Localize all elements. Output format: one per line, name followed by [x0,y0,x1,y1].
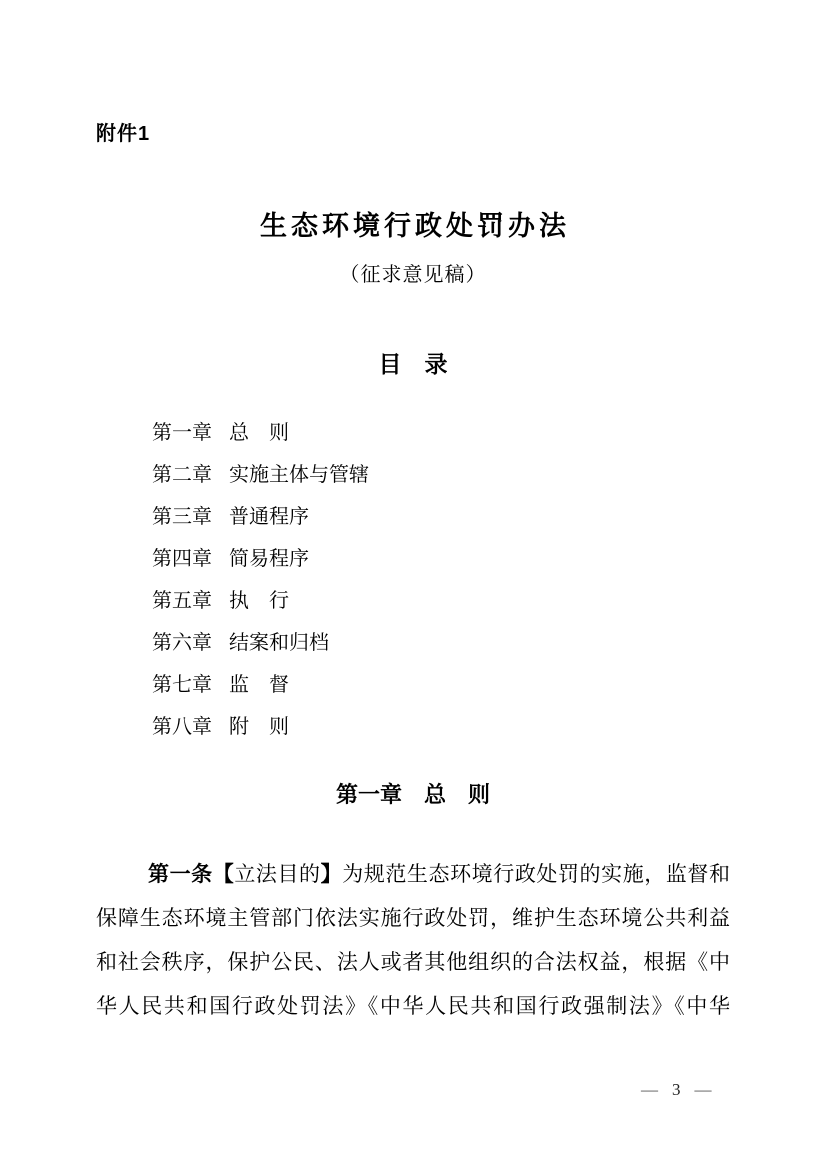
article-line [96,852,730,896]
page-number: 3 [672,1080,681,1099]
toc-chapter-number: 第四章 [152,548,212,570]
toc-item [152,706,369,748]
toc-list [152,412,369,748]
article-number: 第一条 [148,863,213,886]
toc-chapter-title: 总 则 [229,422,289,444]
article-tag-text: 立法目的 [234,862,321,886]
article-line: 华人民共和国行政处罚法》《中华人民共和国行政强制法》《中华 [96,994,730,1018]
toc-chapter-title: 结案和归档 [229,632,329,654]
toc-item [152,496,369,538]
article-tag-open-bracket: 【 [212,863,235,886]
toc-chapter-title: 执 行 [229,590,289,612]
toc-item [152,664,369,706]
toc-item [152,454,369,496]
footer-dash-right: — [694,1080,712,1099]
toc-chapter-number: 第二章 [152,464,212,486]
toc-chapter-number: 第六章 [152,632,212,654]
document-title: 生态环境行政处罚办法 [260,211,570,241]
toc-chapter-number: 第七章 [152,674,212,696]
chapter-one-heading: 第一章 总 则 [335,782,490,807]
toc-chapter-number: 第八章 [152,716,212,738]
page-footer [641,1080,712,1100]
toc-chapter-number: 第五章 [152,590,212,612]
attachment-label: 附件1 [96,123,151,145]
article-line: 保障生态环境主管部门依法实施行政处罚，维护生态环境公共利益 [96,906,730,930]
toc-chapter-number: 第一章 [152,422,212,444]
toc-item [152,538,369,580]
footer-dash-left: — [641,1080,658,1099]
toc-item [152,580,369,622]
toc-chapter-title: 附 则 [229,716,289,738]
toc-item [152,412,369,454]
toc-chapter-title: 实施主体与管辖 [229,464,369,486]
article-line: 和社会秩序，保护公民、法人或者其他组织的合法权益，根据《中 [96,950,730,974]
toc-chapter-title: 普通程序 [229,506,309,528]
article-one-paragraph [96,852,730,1028]
toc-chapter-title: 简易程序 [229,548,309,570]
toc-item [152,622,369,664]
article-tag-close-bracket: 】 [320,863,343,886]
article-text: 为规范生态环境行政处罚的实施，监督和 [342,862,730,886]
document-subtitle: （征求意见稿） [339,264,487,286]
toc-heading: 目 录 [378,351,448,377]
toc-chapter-number: 第三章 [152,506,212,528]
toc-chapter-title: 监 督 [229,674,289,696]
